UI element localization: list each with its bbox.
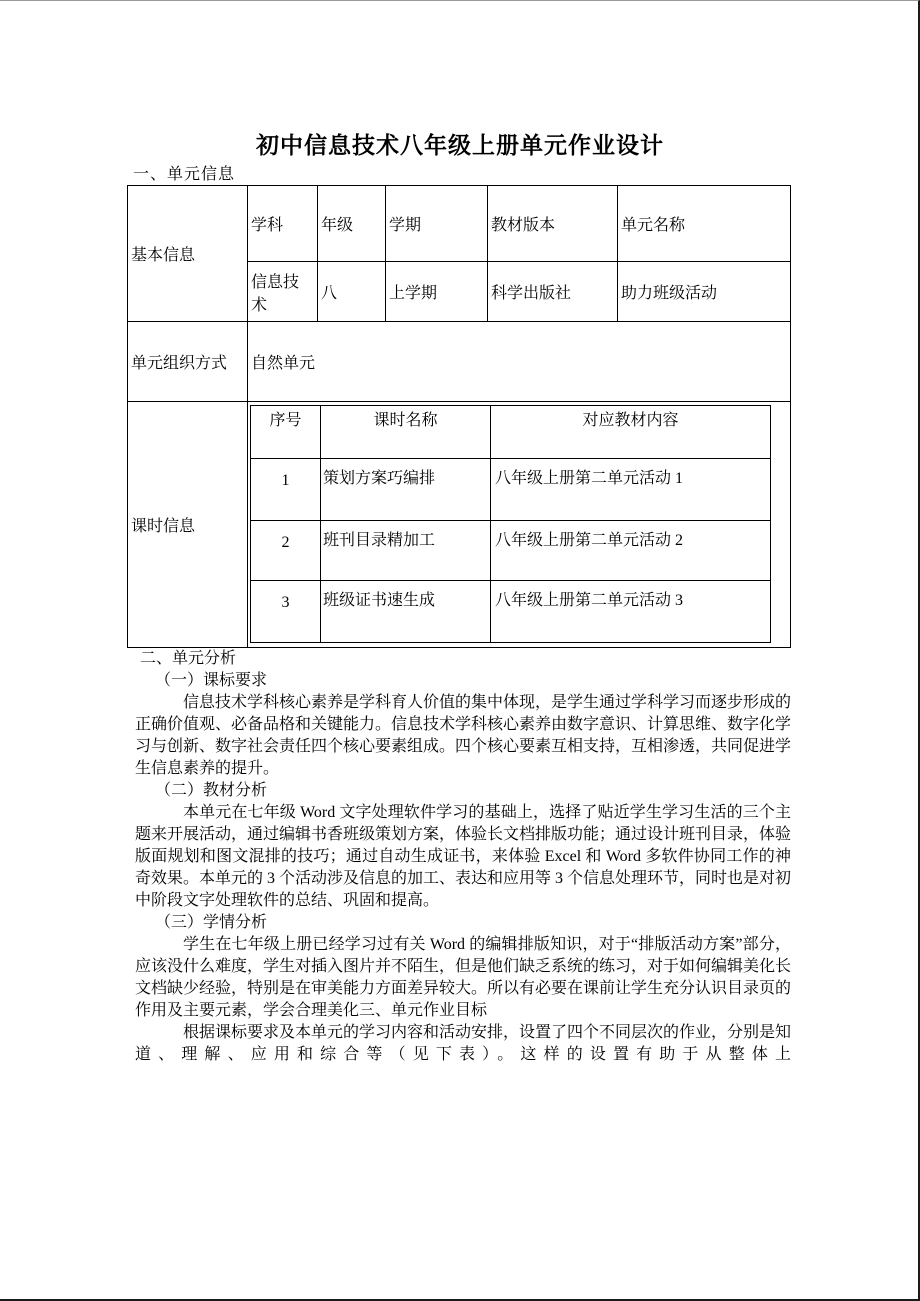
lesson-name: 策划方案巧编排 xyxy=(321,459,491,521)
value-semester: 上学期 xyxy=(386,262,488,322)
lesson-content: 八年级上册第二单元活动 3 xyxy=(491,581,771,643)
paragraph-learner: 学生在七年级上册已经学习过有关 Word 的编辑排版知识，对于“排版活动方案”部分，应该没什么难度，学生对插入图片并不陌生，但是他们缺乏系统的练习，对于如何编辑美化长文档缺少经验，特别是在审美能力方面差异较大。所以有必要在课前让学生充分认识目录页的作用及主要元素，学会合理美化三、单元作业目标 xyxy=(135,936,792,1019)
org-method-label: 单元组织方式 xyxy=(128,322,248,402)
lesson-table xyxy=(250,405,771,643)
lesson-no: 2 xyxy=(251,521,321,581)
lesson-content: 八年级上册第二单元活动 2 xyxy=(491,521,771,581)
table-header-unit-name: 单元名称 xyxy=(618,186,791,262)
section-unit-analysis-heading: 二、单元分析 xyxy=(140,650,237,667)
document-title: 初中信息技术八年级上册单元作业设计 xyxy=(256,133,664,158)
table-header-semester: 学期 xyxy=(386,186,488,262)
lesson-content: 八年级上册第二单元活动 1 xyxy=(491,459,771,521)
table-header-grade: 年级 xyxy=(318,186,386,262)
lesson-header-row xyxy=(251,406,771,459)
paragraph-curriculum: 信息技术学科核心素养是学科育人价值的集中体现，是学生通过学科学习而逐步形成的正确价值观、必备品格和关键能力。信息技术学科核心素养由数字意识、计算思维、数字化学习与创新、数字社会责任四个核心要素组成。四个核心要素互相支持，互相渗透，共同促进学生信息素养的提升。 xyxy=(135,694,792,777)
value-publisher: 科学出版社 xyxy=(488,262,618,322)
paragraph-objectives: 根据课标要求及本单元的学习内容和活动安排，设置了四个不同层次的作业，分别是知道、理解、应用和综合等（见下表）。这样的设置有助于从整体上 xyxy=(135,1024,792,1063)
lesson-no: 1 xyxy=(251,459,321,521)
lesson-info-row xyxy=(128,402,791,648)
section-unit-info-heading: 一、单元信息 xyxy=(133,166,236,183)
lesson-name: 班级证书速生成 xyxy=(321,581,491,643)
subsection-heading-learner: （三）学情分析 xyxy=(155,914,268,931)
subsection-heading-curriculum: （一）课标要求 xyxy=(155,672,268,689)
lesson-header-content: 对应教材内容 xyxy=(491,406,771,459)
lesson-no: 3 xyxy=(251,581,321,643)
lesson-info-label: 课时信息 xyxy=(128,402,248,648)
lesson-table-cell xyxy=(248,402,791,648)
unit-info-table xyxy=(127,185,791,648)
value-subject: 信息技术 xyxy=(248,262,318,322)
analysis-text-block xyxy=(135,648,791,1066)
lesson-name: 班刊目录精加工 xyxy=(321,521,491,581)
table-header-edition: 教材版本 xyxy=(488,186,618,262)
lesson-row xyxy=(251,459,771,521)
basic-info-header-row xyxy=(128,186,791,262)
lesson-header-no: 序号 xyxy=(251,406,321,459)
value-unit-name: 助力班级活动 xyxy=(618,262,791,322)
org-method-row xyxy=(128,322,791,402)
lesson-header-name: 课时名称 xyxy=(321,406,491,459)
org-method-value: 自然单元 xyxy=(248,322,791,402)
table-header-subject: 学科 xyxy=(248,186,318,262)
basic-info-label: 基本信息 xyxy=(128,186,248,322)
lesson-row xyxy=(251,581,771,643)
subsection-heading-textbook: （二）教材分析 xyxy=(155,782,268,799)
paragraph-textbook: 本单元在七年级 Word 文字处理软件学习的基础上，选择了贴近学生学习生活的三个主题来开展活动，通过编辑书香班级策划方案，体验长文档排版功能；通过设计班刊目录，体验版面规划和图文混排的技巧；通过自动生成证书，来体验 Excel 和 Word 多软件协同工作的神奇效果。本单元的 3 个活动涉及信息的加工、表达和应用等 3 个信息处理环节，同时也是对初中阶段文字处理软件的总结、巩固和提高。 xyxy=(135,804,792,909)
value-grade: 八 xyxy=(318,262,386,322)
lesson-row xyxy=(251,521,771,581)
